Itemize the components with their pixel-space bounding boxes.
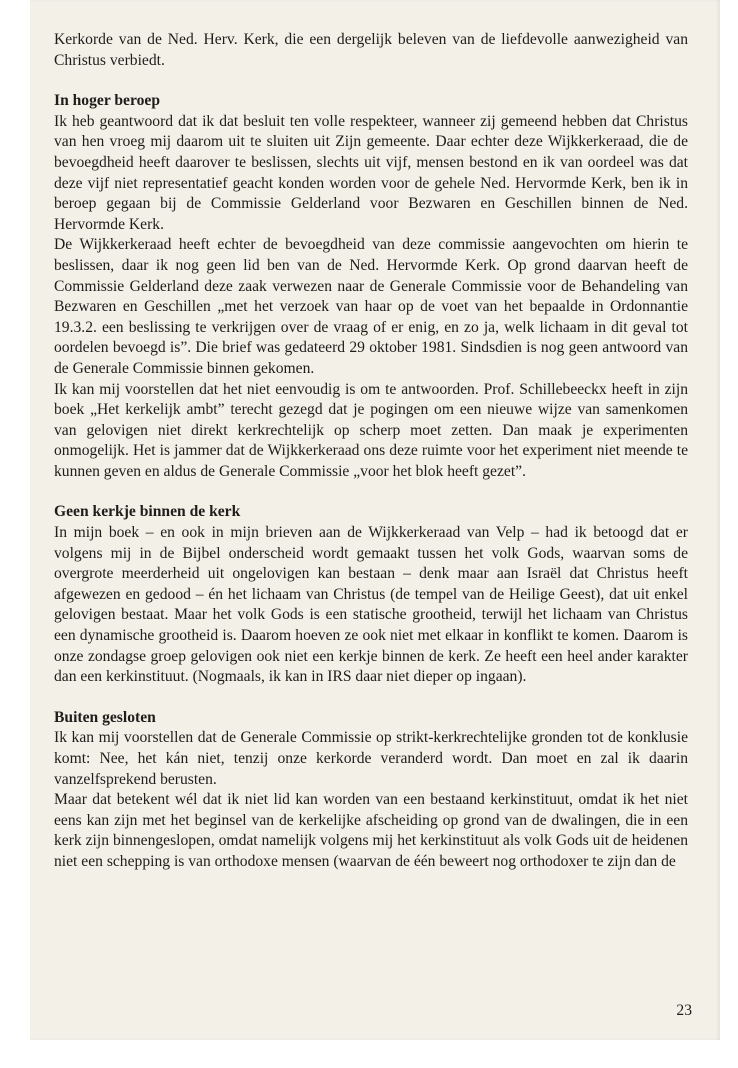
paragraph: Ik kan mij voorstellen dat de Generale Commissie op strikt-kerkrechtelijke gronden tot de konklusie komt: Nee, het kán niet, tenzij onze kerkorde veranderd wordt. Dan moet en zal ik daarin vanzelfsprekend berusten.	[54, 729, 688, 788]
paragraph: Maar dat betekent wél dat ik niet lid kan worden van een bestaand kerkinstituut, omdat ik het niet eens kan zijn met het beginsel van de kerkelijke afscheiding op grond van de dwalingen, die in een kerk zijn binnengeslopen, omdat namelijk volgens mij het kerkinstituut als volk Gods uit de heidenen niet een schepping is van orthodoxe mensen (waarvan de één beweert nog orthodoxer te zijn dan de	[54, 791, 688, 870]
page-number: 23	[676, 1002, 692, 1019]
section-heading-buiten-gesloten: Buiten gesloten	[54, 708, 156, 726]
section-heading-hoger-beroep: In hoger beroep	[54, 92, 160, 110]
paragraph: De Wijkkerkeraad heeft echter de bevoegdheid van deze commissie aangevochten om hierin te beslissen, daar ik nog geen lid ben van de Ned. Hervormde Kerk. Op grond daarvan heeft de Commissie Gelderland deze zaak verwezen naar de Generale Commissie voor de Behandeling van Bezwaren en Geschillen „met het verzoek van haar op de voet van het bepaalde in Ordonnantie 19.3.2. een beslissing te verkrijgen over de vraag of er enig, en zo ja, welk lichaam in dit geval tot oordelen bevoegd is”. Die brief was gedateerd 29 oktober 1981. Sindsdien is nog geen antwoord van de Generale Commissie binnen gekomen.	[54, 236, 688, 377]
paragraph: Ik heb geantwoord dat ik dat besluit ten volle respekteer, wanneer zij gemeend hebben dat Christus van hen vroeg mij daarom uit te sluiten uit Zijn gemeente. Daar echter deze Wijkkerkeraad, die de bevoegdheid heeft daarover te beslissen, slechts uit vijf, mensen bestond en ik van oordeel was dat deze vijf niet representatief geacht konden worden voor de gehele Ned. Hervormde Kerk, ben ik in beroep gegaan bij de Commissie Gelderland voor Bezwaren en Geschillen binnen de Ned. Hervormde Kerk.	[54, 112, 688, 233]
page-body	[54, 30, 688, 873]
paragraph-intro: Kerkorde van de Ned. Herv. Kerk, die een dergelijk beleven van de liefdevolle aanwezigheid van Christus verbiedt.	[54, 31, 688, 69]
paragraph: In mijn boek – en ook in mijn brieven aan de Wijkkerkeraad van Velp – had ik betoogd dat er volgens mij in de Bijbel onderscheid wordt gemaakt tussen het volk Gods, waarvan soms de overgrote meerderheid uit ongelovigen kan bestaan – denk maar aan Israël dat Christus heeft afgewezen en gedood – én het lichaam van Christus (de tempel van de Heilige Geest), dat uit enkel gelovigen bestaat. Maar het volk Gods is een statische grootheid, terwijl het lichaam van Christus een dynamische grootheid is. Daarom hoeven ze ook niet met elkaar in konflikt te komen. Daarom is onze zondagse groep gelovigen ook niet een kerkje binnen de kerk. Ze heeft een heel ander karakter dan een kerkinstituut. (Nogmaals, ik kan in IRS daar niet dieper op ingaan).	[54, 524, 688, 686]
section-heading-geen-kerkje: Geen kerkje binnen de kerk	[54, 503, 241, 521]
paragraph: Ik kan mij voorstellen dat het niet eenvoudig is om te antwoorden. Prof. Schillebeeckx heeft in zijn boek „Het kerkelijk ambt” terecht gezegd dat je pogingen om een nieuwe wijze van samenkomen van gelovigen niet direkt kerkrechtelijk op scherp moet zetten. Dan maak je experimenten onmogelijk. Het is jammer dat de Wijkkerkeraad ons deze ruimte voor het experiment niet meende te kunnen geven en aldus de Generale Commissie „voor het blok heeft gezet”.	[54, 380, 688, 480]
book-page	[30, 0, 720, 1040]
